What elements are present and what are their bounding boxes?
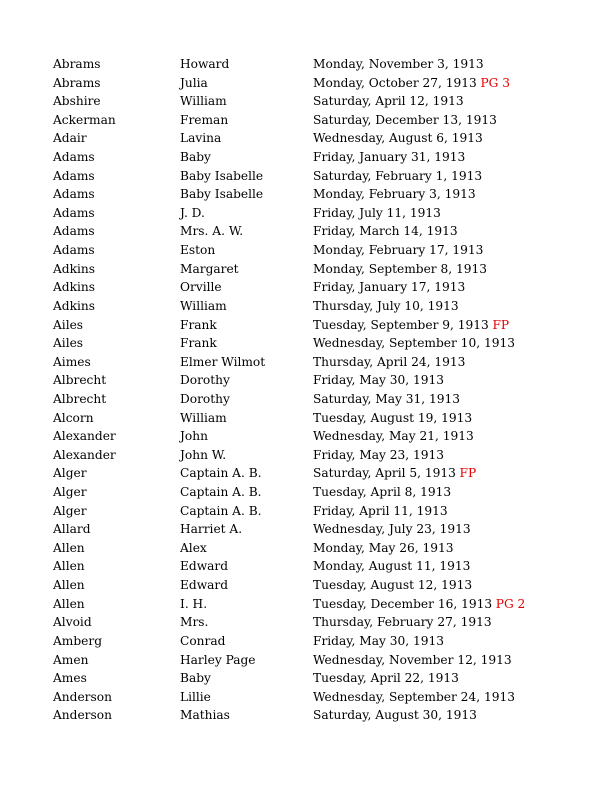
- last-name: Alexander: [53, 447, 116, 462]
- date-cell: [313, 409, 472, 428]
- date-cell: [313, 427, 474, 446]
- list-item: [0, 688, 612, 707]
- last-name: Adams: [53, 168, 95, 183]
- date-cell: [313, 260, 487, 279]
- date-cell: [313, 446, 444, 465]
- date-text: Saturday, April 12, 1913: [313, 94, 464, 109]
- date-cell: [313, 92, 464, 111]
- first-name: Baby Isabelle: [180, 187, 264, 202]
- date-cell: [313, 520, 471, 539]
- last-name: Allen: [53, 559, 85, 574]
- list-item: [0, 483, 612, 502]
- date-cell: [313, 651, 512, 670]
- list-item: [0, 706, 612, 725]
- first-name: Lillie: [180, 689, 211, 704]
- date-cell: [313, 539, 454, 558]
- date-text: Monday, October 27, 1913: [313, 75, 477, 90]
- last-name: Alexander: [53, 429, 116, 444]
- date-text: Thursday, July 10, 1913: [313, 298, 459, 313]
- date-text: Friday, January 31, 1913: [313, 150, 466, 165]
- first-name: Elmer Wilmot: [180, 354, 266, 369]
- list-item: [0, 55, 612, 74]
- date-text: Saturday, April 5, 1913: [313, 466, 456, 481]
- date-text: Monday, February 3, 1913: [313, 187, 476, 202]
- first-name: Baby: [180, 671, 211, 686]
- date-text: Wednesday, August 6, 1913: [313, 131, 483, 146]
- list-item: [0, 278, 612, 297]
- last-name: Adams: [53, 150, 95, 165]
- date-cell: [313, 55, 484, 74]
- date-text: Tuesday, August 19, 1913: [313, 410, 473, 425]
- date-text: Saturday, August 30, 1913: [313, 708, 477, 723]
- last-name: Aimes: [53, 354, 91, 369]
- date-text: Saturday, May 31, 1913: [313, 391, 461, 406]
- last-name: Abshire: [53, 94, 101, 109]
- date-cell: [313, 464, 476, 483]
- date-text: Tuesday, August 12, 1913: [313, 578, 473, 593]
- date-text: Monday, August 11, 1913: [313, 559, 471, 574]
- date-cell: [313, 297, 459, 316]
- date-cell: [313, 576, 472, 595]
- date-cell: [313, 222, 458, 241]
- list-item: [0, 539, 612, 558]
- date-text: Tuesday, April 22, 1913: [313, 671, 459, 686]
- list-item: [0, 613, 612, 632]
- date-cell: [313, 502, 448, 521]
- date-cell: [313, 613, 492, 632]
- first-name: Mrs.: [180, 615, 209, 630]
- date-text: Tuesday, April 8, 1913: [313, 485, 452, 500]
- date-text: Friday, July 11, 1913: [313, 205, 441, 220]
- first-name: Conrad: [180, 633, 226, 648]
- page-note: PG 2: [495, 596, 526, 611]
- first-name: Edward: [180, 559, 229, 574]
- date-text: Friday, March 14, 1913: [313, 224, 458, 239]
- date-text: Wednesday, November 12, 1913: [313, 652, 512, 667]
- list-item: [0, 129, 612, 148]
- date-cell: [313, 241, 483, 260]
- list-item: [0, 204, 612, 223]
- first-name: Dorothy: [180, 373, 230, 388]
- last-name: Anderson: [53, 708, 112, 723]
- list-item: [0, 167, 612, 186]
- page-note: FP: [492, 317, 510, 332]
- last-name: Ailes: [53, 317, 84, 332]
- first-name: William: [180, 94, 227, 109]
- first-name: John W.: [180, 447, 227, 462]
- last-name: Allen: [53, 540, 85, 555]
- last-name: Adams: [53, 187, 95, 202]
- date-cell: [313, 74, 510, 93]
- last-name: Adams: [53, 205, 95, 220]
- date-cell: [313, 148, 465, 167]
- date-text: Saturday, December 13, 1913: [313, 112, 497, 127]
- last-name: Amberg: [53, 633, 102, 648]
- last-name: Amen: [53, 652, 89, 667]
- first-name: Eston: [180, 243, 216, 258]
- last-name: Albrecht: [53, 391, 107, 406]
- date-cell: [313, 688, 515, 707]
- date-text: Friday, May 30, 1913: [313, 373, 445, 388]
- page-note: FP: [459, 466, 477, 481]
- first-name: Harley Page: [180, 652, 256, 667]
- first-name: Captain A. B.: [180, 503, 262, 518]
- date-text: Friday, April 11, 1913: [313, 503, 448, 518]
- list-item: [0, 669, 612, 688]
- date-text: Friday, January 17, 1913: [313, 280, 466, 295]
- date-text: Wednesday, September 24, 1913: [313, 689, 515, 704]
- first-name: John: [180, 429, 208, 444]
- last-name: Allard: [53, 522, 91, 537]
- date-cell: [313, 334, 515, 353]
- last-name: Ailes: [53, 336, 84, 351]
- date-text: Wednesday, May 21, 1913: [313, 429, 474, 444]
- last-name: Anderson: [53, 689, 112, 704]
- last-name: Allen: [53, 596, 85, 611]
- last-name: Albrecht: [53, 373, 107, 388]
- last-name: Adkins: [53, 298, 95, 313]
- last-name: Adams: [53, 224, 95, 239]
- date-cell: [313, 632, 444, 651]
- date-cell: [313, 557, 470, 576]
- last-name: Adkins: [53, 280, 95, 295]
- list-item: [0, 334, 612, 353]
- date-cell: [313, 316, 509, 335]
- date-cell: [313, 371, 444, 390]
- list-item: [0, 185, 612, 204]
- list-item: [0, 464, 612, 483]
- list-item: [0, 651, 612, 670]
- list-item: [0, 148, 612, 167]
- first-name: Frank: [180, 336, 217, 351]
- date-cell: [313, 111, 497, 130]
- first-name: Lavina: [180, 131, 222, 146]
- date-text: Tuesday, December 16, 1913: [313, 596, 493, 611]
- first-name: Mathias: [180, 708, 230, 723]
- last-name: Adams: [53, 243, 95, 258]
- date-text: Wednesday, July 23, 1913: [313, 522, 471, 537]
- date-cell: [313, 185, 476, 204]
- list-item: [0, 92, 612, 111]
- date-cell: [313, 167, 482, 186]
- list-item: [0, 260, 612, 279]
- first-name: Julia: [180, 75, 208, 90]
- name-index-list: [0, 55, 612, 725]
- date-cell: [313, 595, 525, 614]
- date-cell: [313, 483, 451, 502]
- date-text: Monday, September 8, 1913: [313, 261, 488, 276]
- list-item: [0, 427, 612, 446]
- first-name: J. D.: [180, 205, 205, 220]
- list-item: [0, 520, 612, 539]
- first-name: William: [180, 298, 227, 313]
- date-cell: [313, 353, 465, 372]
- list-item: [0, 222, 612, 241]
- first-name: Frank: [180, 317, 217, 332]
- list-item: [0, 297, 612, 316]
- list-item: [0, 502, 612, 521]
- first-name: Harriet A.: [180, 522, 243, 537]
- last-name: Alvoid: [53, 615, 92, 630]
- last-name: Ames: [53, 671, 87, 686]
- last-name: Adair: [53, 131, 87, 146]
- date-cell: [313, 706, 477, 725]
- date-cell: [313, 390, 460, 409]
- list-item: [0, 316, 612, 335]
- last-name: Alger: [53, 503, 87, 518]
- list-item: [0, 390, 612, 409]
- first-name: Orville: [180, 280, 222, 295]
- last-name: Alcorn: [53, 410, 94, 425]
- first-name: Captain A. B.: [180, 466, 262, 481]
- list-item: [0, 446, 612, 465]
- first-name: William: [180, 410, 227, 425]
- date-text: Thursday, April 24, 1913: [313, 354, 466, 369]
- last-name: Abrams: [53, 75, 101, 90]
- first-name: Freman: [180, 112, 229, 127]
- first-name: Captain A. B.: [180, 485, 262, 500]
- first-name: I. H.: [180, 596, 208, 611]
- first-name: Margaret: [180, 261, 239, 276]
- list-item: [0, 632, 612, 651]
- list-item: [0, 353, 612, 372]
- page-note: PG 3: [480, 75, 511, 90]
- last-name: Allen: [53, 578, 85, 593]
- date-cell: [313, 278, 465, 297]
- date-cell: [313, 669, 459, 688]
- list-item: [0, 557, 612, 576]
- list-item: [0, 409, 612, 428]
- last-name: Adkins: [53, 261, 95, 276]
- first-name: Alex: [180, 540, 207, 555]
- last-name: Alger: [53, 485, 87, 500]
- date-text: Monday, May 26, 1913: [313, 540, 454, 555]
- date-text: Monday, November 3, 1913: [313, 57, 484, 71]
- list-item: [0, 111, 612, 130]
- first-name: Mrs. A. W.: [180, 224, 244, 239]
- first-name: Howard: [180, 57, 230, 71]
- list-item: [0, 595, 612, 614]
- date-text: Friday, May 30, 1913: [313, 633, 445, 648]
- first-name: Dorothy: [180, 391, 230, 406]
- last-name: Abrams: [53, 57, 101, 71]
- date-text: Thursday, February 27, 1913: [313, 615, 492, 630]
- list-item: [0, 74, 612, 93]
- list-item: [0, 241, 612, 260]
- list-item: [0, 371, 612, 390]
- date-text: Friday, May 23, 1913: [313, 447, 445, 462]
- last-name: Alger: [53, 466, 87, 481]
- date-text: Saturday, February 1, 1913: [313, 168, 483, 183]
- first-name: Baby: [180, 150, 211, 165]
- last-name: Ackerman: [53, 112, 116, 127]
- date-cell: [313, 204, 441, 223]
- list-item: [0, 576, 612, 595]
- date-text: Wednesday, September 10, 1913: [313, 336, 515, 351]
- first-name: Edward: [180, 578, 229, 593]
- date-text: Monday, February 17, 1913: [313, 243, 484, 258]
- date-text: Tuesday, September 9, 1913: [313, 317, 489, 332]
- first-name: Baby Isabelle: [180, 168, 264, 183]
- date-cell: [313, 129, 483, 148]
